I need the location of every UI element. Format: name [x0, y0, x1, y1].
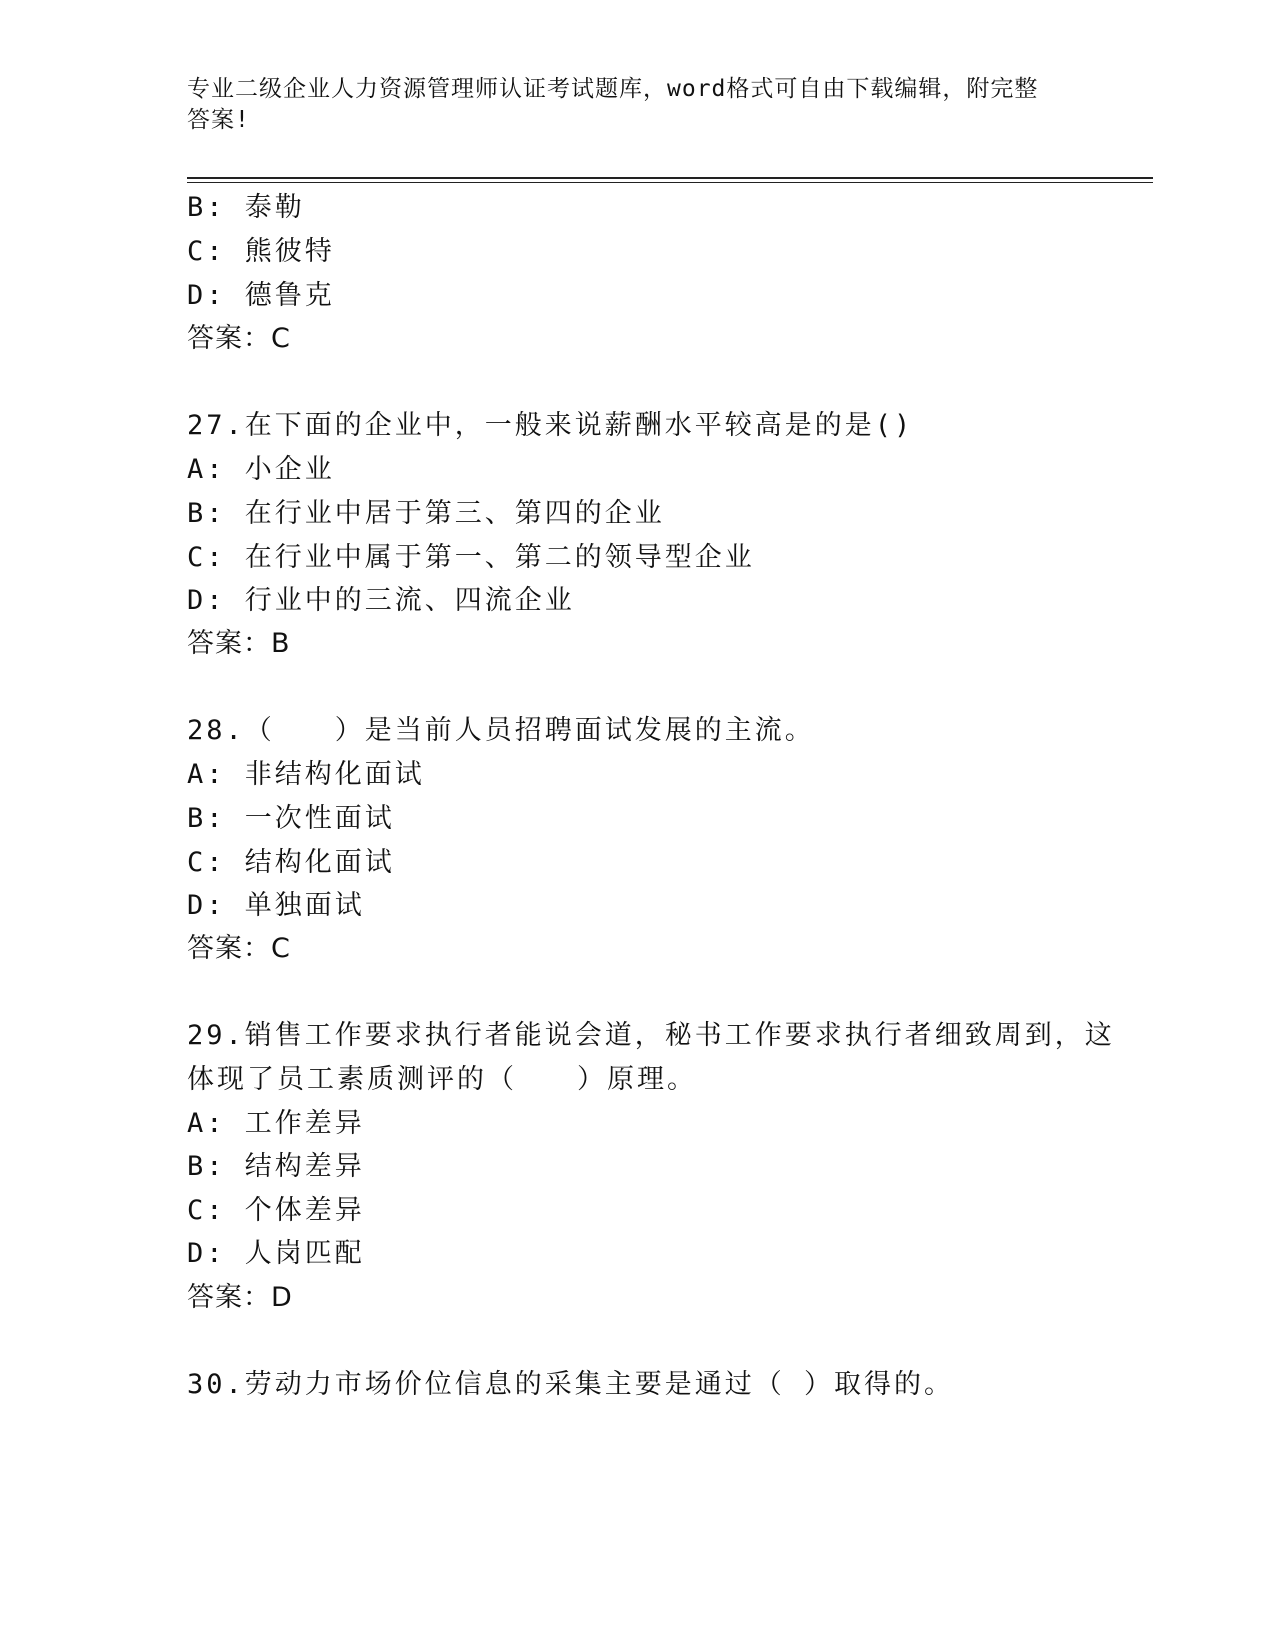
question-29-stem: 29.销售工作要求执行者能说会道，秘书工作要求执行者细致周到，这	[187, 1020, 1115, 1051]
page-header	[187, 74, 1087, 136]
header-line-1: 专业二级企业人力资源管理师认证考试题库，word格式可自由下载编辑，附完整	[187, 76, 1039, 102]
question-30-stem: 30.劳动力市场价位信息的采集主要是通过（ ）取得的。	[187, 1369, 955, 1400]
option-a: A: 小企业	[187, 454, 335, 485]
option-b: B: 泰勒	[187, 192, 305, 223]
header-divider-thick	[187, 177, 1153, 179]
answer-line: 答案：C	[187, 323, 291, 354]
option-c: C: 个体差异	[187, 1195, 365, 1226]
option-b: B: 结构差异	[187, 1151, 365, 1182]
header-divider-thin	[187, 182, 1153, 183]
option-c: C: 熊彼特	[187, 236, 335, 267]
answer-line: 答案：D	[187, 1282, 293, 1313]
answer-line: 答案：C	[187, 933, 291, 964]
question-28-stem: 28.（ ）是当前人员招聘面试发展的主流。	[187, 715, 815, 746]
question-27-stem: 27.在下面的企业中，一般来说薪酬水平较高是的是()	[187, 410, 914, 441]
option-a: A: 工作差异	[187, 1108, 365, 1139]
option-d: D: 人岗匹配	[187, 1238, 365, 1269]
option-d: D: 单独面试	[187, 890, 365, 921]
question-29-stem-cont: 体现了员工素质测评的（ ）原理。	[187, 1064, 697, 1095]
option-b: B: 在行业中居于第三、第四的企业	[187, 498, 665, 529]
option-c: C: 结构化面试	[187, 847, 395, 878]
option-c: C: 在行业中属于第一、第二的领导型企业	[187, 542, 755, 573]
header-line-2: 答案!	[187, 107, 250, 133]
answer-line: 答案：B	[187, 628, 291, 659]
option-d: D: 德鲁克	[187, 280, 335, 311]
option-b: B: 一次性面试	[187, 803, 395, 834]
option-a: A: 非结构化面试	[187, 759, 425, 790]
option-d: D: 行业中的三流、四流企业	[187, 585, 575, 616]
